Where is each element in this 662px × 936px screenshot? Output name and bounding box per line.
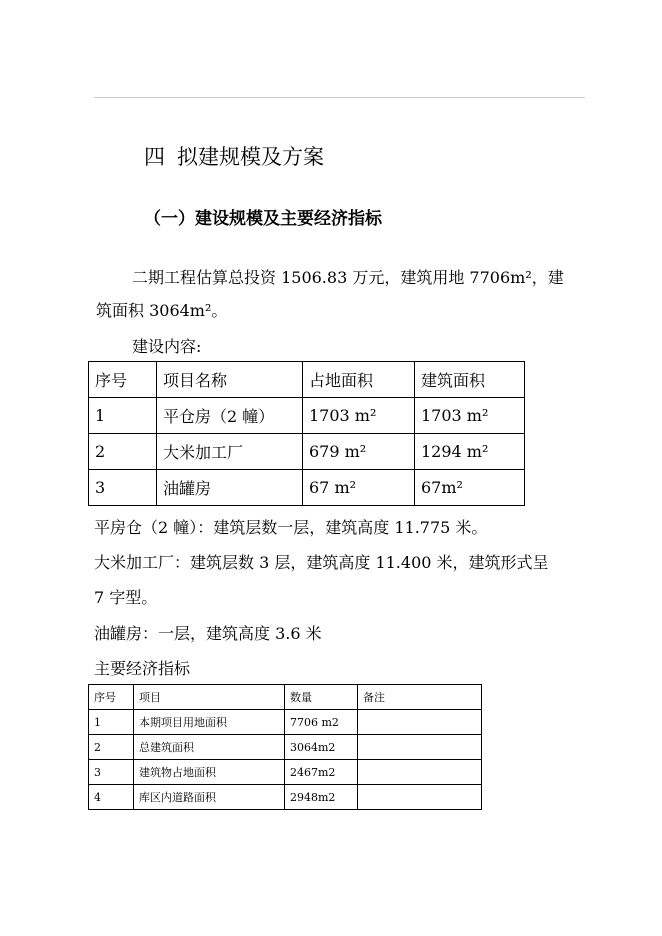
header-cell: 备注 [358, 685, 482, 710]
header-cell: 序号 [89, 362, 157, 398]
table-cell: 2948m2 [285, 785, 358, 810]
table-cell: 3064m2 [285, 735, 358, 760]
intro-line-1: 二期工程估算总投资 1506.83 万元，建筑用地 7706m²，建 [132, 268, 564, 287]
table-cell: 平仓房（2 幢） [157, 398, 303, 434]
table-row [89, 710, 482, 735]
note-oil: 油罐房：一层，建筑高度 3.6 米 [94, 624, 322, 643]
table-cell: 1 [89, 710, 134, 735]
header-rule [94, 97, 585, 98]
table-cell: 大米加工厂 [157, 434, 303, 470]
table-cell [358, 710, 482, 735]
table-cell: 库区内道路面积 [134, 785, 285, 810]
table-header-row [89, 362, 525, 398]
econ-label: 主要经济指标 [94, 659, 191, 678]
content-label: 建设内容: [132, 337, 202, 356]
table-cell: 总建筑面积 [134, 735, 285, 760]
table-cell [358, 785, 482, 810]
table-cell: 4 [89, 785, 134, 810]
table-cell: 1 [89, 398, 157, 434]
header-cell: 项目名称 [157, 362, 303, 398]
table-cell: 2 [89, 735, 134, 760]
table-cell: 1703 m² [415, 398, 525, 434]
subsection-heading: （一）建设规模及主要经济指标 [144, 209, 382, 229]
header-cell: 建筑面积 [415, 362, 525, 398]
table-row [89, 760, 482, 785]
header-cell: 数量 [285, 685, 358, 710]
table-header-row [89, 685, 482, 710]
table-cell: 679 m² [303, 434, 415, 470]
table-row [89, 398, 525, 434]
note-mill-line-2: 7 字型。 [94, 588, 158, 607]
table-cell: 3 [89, 760, 134, 785]
table-cell: 油罐房 [157, 470, 303, 506]
header-cell: 占地面积 [303, 362, 415, 398]
table-cell [358, 760, 482, 785]
note-mill-line-1: 大米加工厂：建筑层数 3 层，建筑高度 11.400 米，建筑形式呈 [94, 553, 549, 572]
table-cell: 本期项目用地面积 [134, 710, 285, 735]
table-cell: 7706 m2 [285, 710, 358, 735]
section-number: 四 [144, 145, 165, 169]
table-cell: 67 m² [303, 470, 415, 506]
table-row [89, 434, 525, 470]
table-cell: 3 [89, 470, 157, 506]
table-cell: 2467m2 [285, 760, 358, 785]
table-row [89, 785, 482, 810]
header-cell: 项目 [134, 685, 285, 710]
intro-line-2: 筑面积 3064m²。 [96, 301, 228, 320]
table-row [89, 735, 482, 760]
table-cell: 1703 m² [303, 398, 415, 434]
table-cell: 2 [89, 434, 157, 470]
note-warehouse: 平房仓（2 幢）：建筑层数一层，建筑高度 11.775 米。 [94, 518, 488, 537]
table-cell [358, 735, 482, 760]
header-cell: 序号 [89, 685, 134, 710]
economic-indicators-table [88, 684, 482, 810]
table-row [89, 470, 525, 506]
table-cell: 67m² [415, 470, 525, 506]
construction-content-table [88, 361, 525, 506]
table-cell: 1294 m² [415, 434, 525, 470]
section-heading [144, 141, 324, 171]
section-title: 拟建规模及方案 [177, 145, 324, 169]
table-cell: 建筑物占地面积 [134, 760, 285, 785]
